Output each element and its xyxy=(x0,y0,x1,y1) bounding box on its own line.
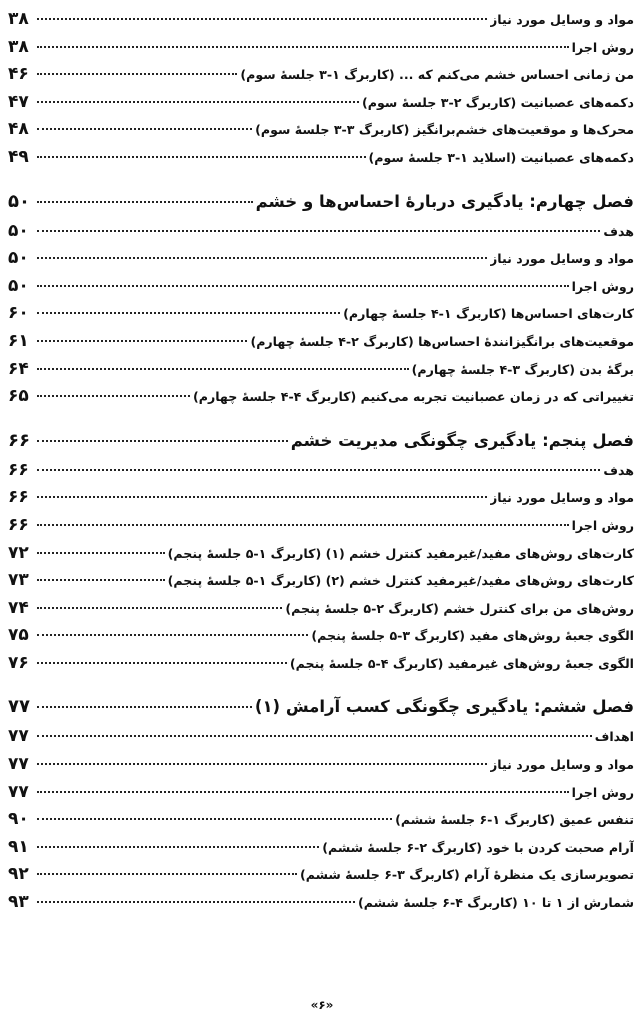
toc-entry-title: من زمانی احساس خشم می‌کنم که ... (کاربرگ ۱-۳ جلسهٔ سوم) xyxy=(240,67,634,83)
section-spacer xyxy=(8,172,634,186)
dot-leader xyxy=(37,285,569,287)
toc-page-number: ۵۰ xyxy=(8,190,30,212)
chapter-heading[interactable] xyxy=(8,425,634,457)
toc-entry-title: هدف xyxy=(603,462,634,478)
toc-page-number: ۳۸ xyxy=(8,36,29,57)
toc-entry[interactable] xyxy=(8,61,634,89)
dot-leader xyxy=(37,524,569,526)
toc-entry[interactable] xyxy=(8,89,634,117)
chapter-heading[interactable] xyxy=(8,186,634,218)
toc-entry-title: مواد و وسایل مورد نیاز xyxy=(489,757,634,773)
table-of-contents xyxy=(8,6,634,917)
dot-leader xyxy=(37,901,355,903)
toc-entry[interactable] xyxy=(8,328,634,356)
toc-entry-title: تغییراتی که در زمان عصبانیت تجربه می‌کنیم (کاربرگ ۴-۴ جلسهٔ چهارم) xyxy=(192,389,634,405)
toc-entry-title: تصویرسازی یک منظرهٔ آرام (کاربرگ ۳-۶ جلسهٔ ششم) xyxy=(299,867,634,883)
toc-page-number: ۷۵ xyxy=(8,625,29,646)
toc-page-number: ۴۹ xyxy=(8,146,29,167)
toc-page-number: ۹۲ xyxy=(8,864,29,885)
toc-entry-title: روش اجرا xyxy=(571,784,634,800)
dot-leader xyxy=(37,873,297,875)
toc-entry-title: کارت‌های احساس‌ها (کاربرگ ۱-۴ جلسهٔ چهارم) xyxy=(343,306,634,322)
toc-entry-title: الگوی جعبهٔ روش‌های غیرمفید (کاربرگ ۴-۵ جلسهٔ پنجم) xyxy=(289,655,634,671)
dot-leader xyxy=(37,634,308,636)
toc-entry[interactable] xyxy=(8,723,634,751)
toc-entry[interactable] xyxy=(8,806,634,834)
toc-entry[interactable] xyxy=(8,889,634,917)
toc-page-number: ۷۳ xyxy=(8,570,29,591)
toc-entry[interactable] xyxy=(8,779,634,807)
dot-leader xyxy=(37,763,487,765)
toc-entry[interactable] xyxy=(8,834,634,862)
dot-leader xyxy=(37,846,319,848)
toc-entry[interactable] xyxy=(8,567,634,595)
toc-entry-title: کارت‌های روش‌های مفید/غیرمفید کنترل خشم (۲) (کاربرگ ۱-۵ جلسهٔ پنجم) xyxy=(167,573,634,589)
toc-entry[interactable] xyxy=(8,116,634,144)
toc-entry-title: روش اجرا xyxy=(571,39,634,55)
dot-leader xyxy=(37,312,340,314)
toc-page-number: ۷۷ xyxy=(8,754,29,775)
toc-page-number: ۶۶ xyxy=(8,514,29,535)
toc-entry[interactable] xyxy=(8,484,634,512)
toc-entry[interactable] xyxy=(8,218,634,246)
dot-leader xyxy=(37,818,392,820)
toc-entry[interactable] xyxy=(8,540,634,568)
toc-page-number: ۵۰ xyxy=(8,220,29,241)
toc-page-number: ۷۴ xyxy=(8,597,29,618)
dot-leader xyxy=(37,201,253,203)
toc-entry[interactable] xyxy=(8,245,634,273)
toc-page-number: ۶۵ xyxy=(8,386,29,407)
toc-page-number: ۹۳ xyxy=(8,892,29,913)
chapter-heading[interactable] xyxy=(8,691,634,723)
toc-page-number: ۷۷ xyxy=(8,696,30,718)
toc-entry-title: روش اجرا xyxy=(571,517,634,533)
dot-leader xyxy=(37,607,282,609)
toc-page-number: ۶۶ xyxy=(8,487,29,508)
toc-entry-title: روش اجرا xyxy=(571,278,634,294)
toc-entry-title: الگوی جعبهٔ روش‌های مفید (کاربرگ ۳-۵ جلسهٔ پنجم) xyxy=(311,628,634,644)
dot-leader xyxy=(37,496,487,498)
dot-leader xyxy=(37,735,592,737)
toc-entry[interactable] xyxy=(8,273,634,301)
dot-leader xyxy=(37,73,237,75)
toc-entry-title: کارت‌های روش‌های مفید/غیرمفید کنترل خشم (۱) (کاربرگ ۱-۵ جلسهٔ پنجم) xyxy=(167,545,634,561)
toc-entry[interactable] xyxy=(8,383,634,411)
toc-page-number: ۷۷ xyxy=(8,781,29,802)
toc-page-number: ۶۶ xyxy=(8,459,29,480)
toc-page-number: ۴۶ xyxy=(8,64,29,85)
dot-leader xyxy=(37,46,569,48)
toc-entry-title: دکمه‌های عصبانیت (اسلاید ۱-۳ جلسهٔ سوم) xyxy=(368,149,634,165)
toc-page-number: ۷۷ xyxy=(8,726,29,747)
toc-page-number: ۹۰ xyxy=(8,809,29,830)
dot-leader xyxy=(37,101,359,103)
page-number-footer: «۶» xyxy=(310,998,334,1012)
toc-entry[interactable] xyxy=(8,144,634,172)
section-spacer xyxy=(8,411,634,425)
toc-entry-title: مواد و وسایل مورد نیاز xyxy=(489,12,634,27)
toc-page-number: ۹۱ xyxy=(8,836,29,857)
dot-leader xyxy=(37,340,247,342)
dot-leader xyxy=(37,156,366,158)
dot-leader xyxy=(37,395,190,397)
toc-entry-title: شمارش از ۱ تا ۱۰ (کاربرگ ۴-۶ جلسهٔ ششم) xyxy=(357,895,634,911)
toc-entry-title: مواد و وسایل مورد نیاز xyxy=(489,251,634,267)
dot-leader xyxy=(37,257,487,259)
toc-entry-title: برگهٔ بدن (کاربرگ ۳-۴ جلسهٔ چهارم) xyxy=(411,361,634,377)
toc-entry[interactable] xyxy=(8,595,634,623)
toc-entry-title: آرام صحبت کردن با خود (کاربرگ ۲-۶ جلسهٔ ششم) xyxy=(322,839,634,855)
toc-entry-title: مواد و وسایل مورد نیاز xyxy=(489,490,634,506)
dot-leader xyxy=(37,662,287,664)
toc-page-number: ۶۰ xyxy=(8,303,29,324)
toc-entry[interactable] xyxy=(8,356,634,384)
toc-entry-title: روش‌های من برای کنترل خشم (کاربرگ ۲-۵ جلسهٔ پنجم) xyxy=(285,600,634,616)
toc-entry[interactable] xyxy=(8,300,634,328)
toc-entry[interactable] xyxy=(8,457,634,485)
section-spacer xyxy=(8,677,634,691)
chapter-title: فصل ششم: یادگیری چگونگی کسب آرامش (۱) xyxy=(254,697,634,717)
toc-page-number: ۶۱ xyxy=(8,330,29,351)
dot-leader xyxy=(37,791,569,793)
toc-entry[interactable] xyxy=(8,34,634,62)
toc-entry-title: موقعیت‌های برانگیزانندهٔ احساس‌ها (کاربرگ ۲-۴ جلسهٔ چهارم) xyxy=(250,333,634,349)
toc-entry[interactable] xyxy=(8,6,634,34)
dot-leader xyxy=(37,368,409,370)
toc-entry[interactable] xyxy=(8,751,634,779)
toc-page-number: ۳۸ xyxy=(8,9,29,29)
toc-page-number: ۵۰ xyxy=(8,248,29,269)
dot-leader xyxy=(37,230,600,232)
toc-page-number: ۴۷ xyxy=(8,91,29,112)
dot-leader xyxy=(37,440,288,442)
toc-page-number: ۵۰ xyxy=(8,275,29,296)
dot-leader xyxy=(37,552,165,554)
dot-leader xyxy=(37,469,600,471)
chapter-title: فصل چهارم: یادگیری دربارهٔ احساس‌ها و خشم xyxy=(255,191,634,211)
toc-entry-title: تنفس عمیق (کاربرگ ۱-۶ جلسهٔ ششم) xyxy=(395,812,634,828)
dot-leader xyxy=(37,18,487,20)
dot-leader xyxy=(37,579,165,581)
toc-page-number: ۷۲ xyxy=(8,542,29,563)
toc-entry[interactable] xyxy=(8,650,634,678)
chapter-title: فصل پنجم: یادگیری چگونگی مدیریت خشم xyxy=(290,430,634,450)
toc-entry-title: اهداف xyxy=(594,729,634,745)
toc-entry[interactable] xyxy=(8,861,634,889)
toc-entry-title: هدف xyxy=(603,223,634,239)
toc-entry-title: محرک‌ها و موقعیت‌های خشم‌برانگیز (کاربرگ ۳-۳ جلسهٔ سوم) xyxy=(255,122,634,138)
toc-page-number: ۷۶ xyxy=(8,652,29,673)
toc-page-number: ۶۴ xyxy=(8,358,29,379)
dot-leader xyxy=(37,128,252,130)
dot-leader xyxy=(37,706,252,708)
toc-entry[interactable] xyxy=(8,622,634,650)
toc-page-number: ۴۸ xyxy=(8,119,29,140)
toc-entry[interactable] xyxy=(8,512,634,540)
toc-page-number: ۶۶ xyxy=(8,429,30,451)
toc-entry-title: دکمه‌های عصبانیت (کاربرگ ۲-۳ جلسهٔ سوم) xyxy=(362,94,634,110)
